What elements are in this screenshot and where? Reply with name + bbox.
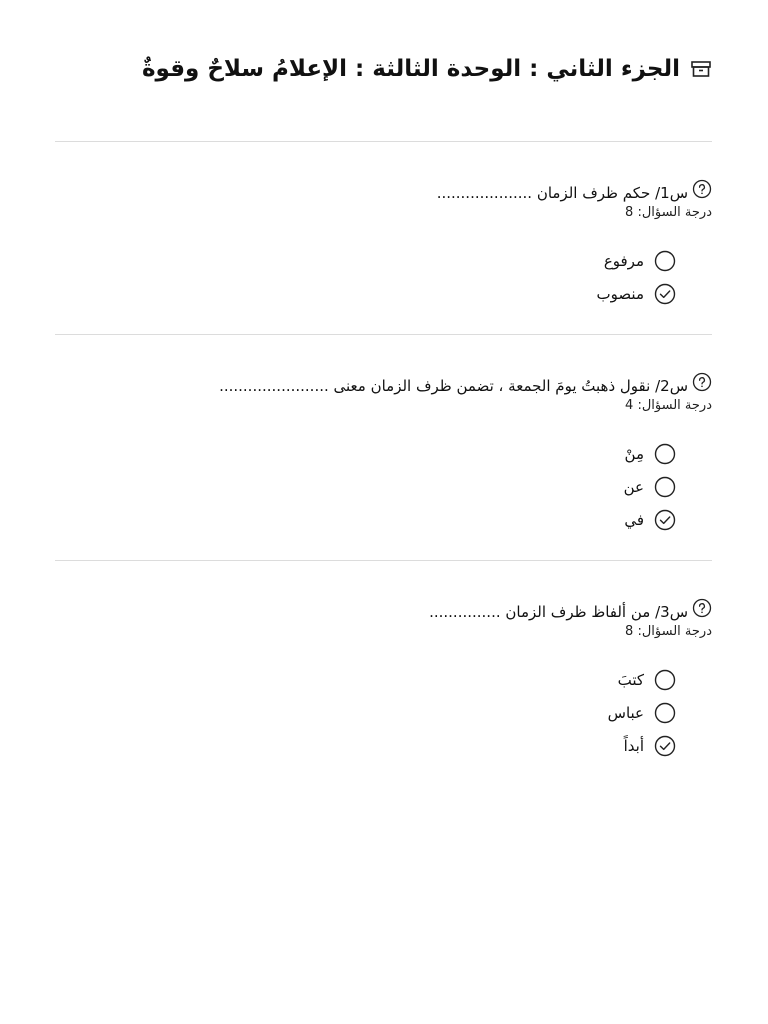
option-item[interactable] <box>55 470 676 503</box>
option-label: عن <box>623 477 644 496</box>
question-grade: درجة السؤال: 8 <box>625 205 712 220</box>
check-circle-icon[interactable] <box>654 735 676 757</box>
quiz-page <box>55 0 712 786</box>
option-label: مِنْ <box>624 444 644 463</box>
option-item[interactable] <box>55 729 676 762</box>
archive-icon <box>690 58 712 80</box>
options-list <box>55 437 712 560</box>
option-item[interactable] <box>55 663 676 696</box>
option-item[interactable] <box>55 244 676 277</box>
options-list <box>55 663 712 786</box>
question-grade: درجة السؤال: 8 <box>625 624 712 639</box>
question-text: س1/ حكم ظرف الزمان .................... <box>436 184 688 202</box>
option-item[interactable] <box>55 503 676 536</box>
question-help-icon[interactable] <box>692 372 712 392</box>
question-help-icon[interactable] <box>692 598 712 618</box>
option-item[interactable] <box>55 696 676 729</box>
radio-unselected-icon[interactable] <box>654 250 676 272</box>
radio-unselected-icon[interactable] <box>654 669 676 691</box>
question-2 <box>55 335 712 560</box>
radio-unselected-icon[interactable] <box>654 443 676 465</box>
check-circle-icon[interactable] <box>654 283 676 305</box>
option-item[interactable] <box>55 277 676 310</box>
option-label: مرفوع <box>603 251 644 270</box>
option-label: أبداً <box>623 736 644 755</box>
option-label: منصوب <box>596 284 644 303</box>
page-header <box>55 52 712 86</box>
question-help-icon[interactable] <box>692 179 712 199</box>
question-grade: درجة السؤال: 4 <box>625 398 712 413</box>
page-title: الجزء الثاني : الوحدة الثالثة : الإعلامُ سلاحٌ وقوةٌ <box>141 56 680 82</box>
option-label: عباس <box>607 703 644 722</box>
option-label: في <box>624 510 644 529</box>
question-text: س3/ من ألفاظ ظرف الزمان ............... <box>429 603 688 621</box>
question-1 <box>55 142 712 334</box>
radio-unselected-icon[interactable] <box>654 476 676 498</box>
options-list <box>55 244 712 334</box>
radio-unselected-icon[interactable] <box>654 702 676 724</box>
question-3 <box>55 561 712 786</box>
question-text: س2/ نقول ذهبتُ يومَ الجمعة ، تضمن ظرف الزمان معنى ....................... <box>219 377 688 395</box>
check-circle-icon[interactable] <box>654 509 676 531</box>
option-item[interactable] <box>55 437 676 470</box>
option-label: كتبَ <box>617 670 644 689</box>
